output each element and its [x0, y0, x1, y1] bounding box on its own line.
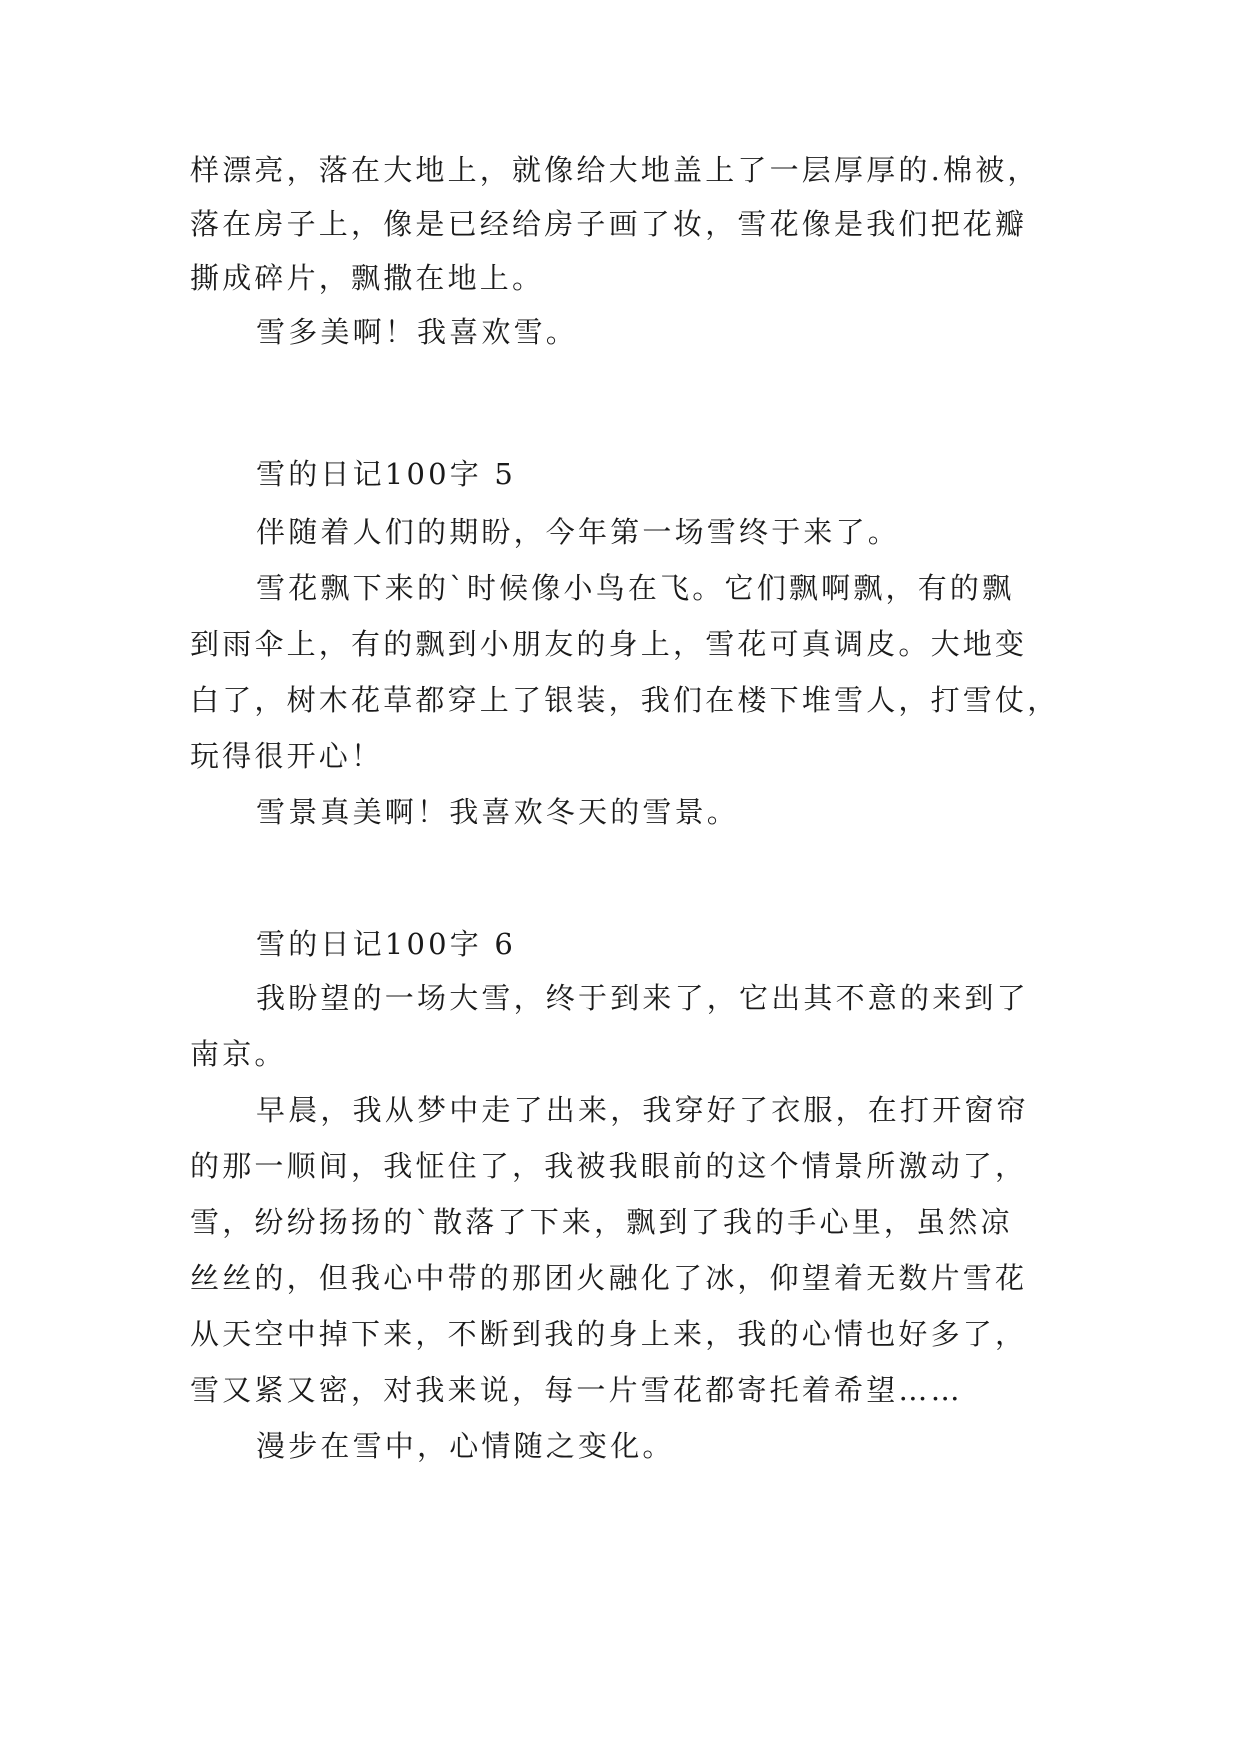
section-heading: 雪的日记100字 5: [256, 457, 517, 491]
paragraph-line: 丝丝的，但我心中带的那团火融化了冰，仰望着无数片雪花: [190, 1261, 1028, 1295]
paragraph-line: 样漂亮，落在大地上，就像给大地盖上了一层厚厚的.棉被，: [190, 153, 1040, 187]
paragraph-line: 雪，纷纷扬扬的`散落了下来，飘到了我的手心里，虽然凉: [190, 1205, 1013, 1239]
paragraph-line: 玩得很开心！: [190, 739, 384, 773]
paragraph-line: 落在房子上，像是已经给房子画了妆，雪花像是我们把花瓣: [190, 207, 1028, 241]
paragraph-line: 南京。: [190, 1037, 287, 1071]
paragraph-line: 白了，树木花草都穿上了银装，我们在楼下堆雪人，打雪仗，: [190, 683, 1060, 717]
paragraph-line: 我盼望的一场大雪，终于到来了，它出其不意的来到了: [256, 981, 1029, 1015]
section-heading: 雪的日记100字 6: [256, 927, 517, 961]
paragraph-line: 的那一顺间，我怔住了，我被我眼前的这个情景所激动了，: [190, 1149, 1028, 1183]
paragraph-line: 撕成碎片，飘撒在地上。: [190, 261, 545, 295]
paragraph-line: 雪景真美啊！我喜欢冬天的雪景。: [256, 795, 740, 829]
paragraph-line: 雪又紧又密，对我来说，每一片雪花都寄托着希望……: [190, 1373, 963, 1407]
paragraph-line: 早晨，我从梦中走了出来，我穿好了衣服，在打开窗帘: [256, 1093, 1029, 1127]
paragraph-line: 到雨伞上，有的飘到小朋友的身上，雪花可真调皮。大地变: [190, 627, 1028, 661]
paragraph-line: 雪花飘下来的`时候像小鸟在飞。它们飘啊飘，有的飘: [256, 571, 1015, 605]
paragraph-line: 漫步在雪中，心情随之变化。: [256, 1429, 675, 1463]
paragraph-line: 从天空中掉下来，不断到我的身上来，我的心情也好多了，: [190, 1317, 1028, 1351]
paragraph-line: 伴随着人们的期盼，今年第一场雪终于来了。: [256, 515, 901, 549]
paragraph-line: 雪多美啊！我喜欢雪。: [256, 315, 579, 349]
